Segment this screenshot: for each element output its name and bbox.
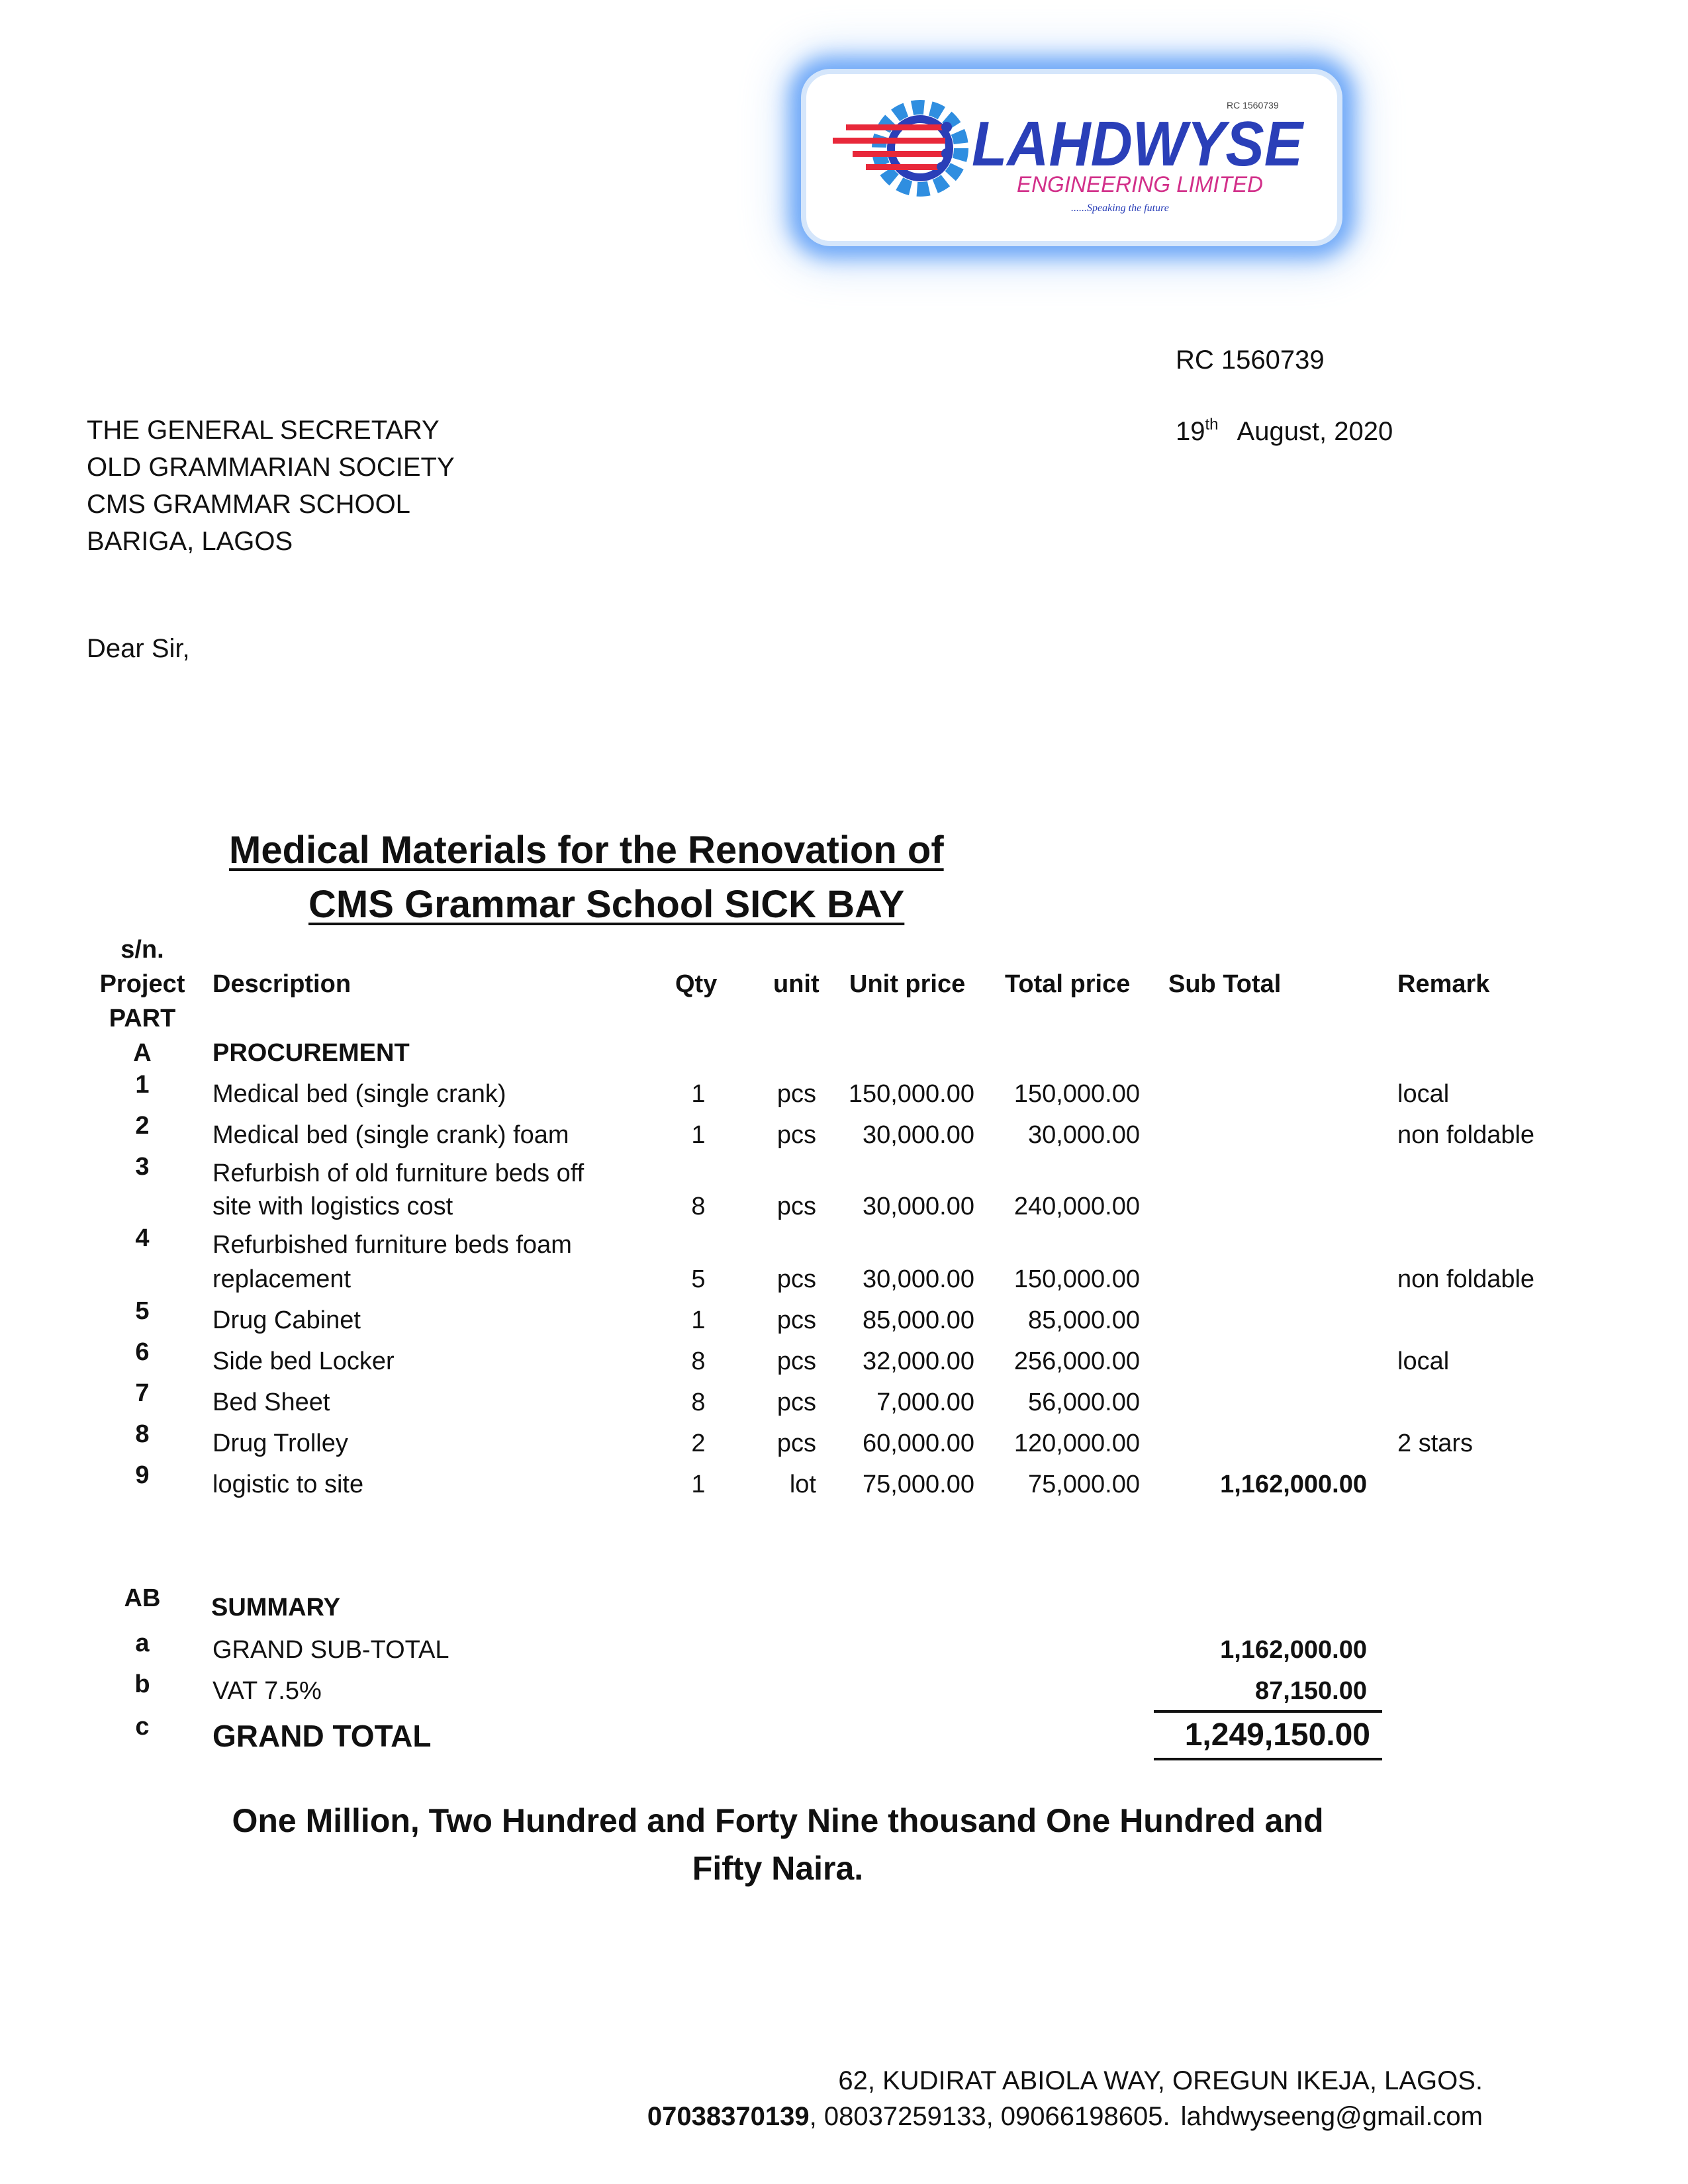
grand-total-label: GRAND TOTAL <box>212 1719 432 1753</box>
row-total: 240,000.00 <box>1013 1193 1140 1220</box>
footer-email: lahdwyseeng@gmail.com <box>1180 2102 1483 2131</box>
salutation: Dear Sir, <box>87 634 190 663</box>
rc-number: RC 1560739 <box>1176 345 1325 375</box>
date-suffix: th <box>1205 416 1219 433</box>
document-title-line-2: CMS Grammar School SICK BAY <box>308 883 905 926</box>
row-unit: pcs <box>776 1430 816 1457</box>
footer-phone-primary: 07038370139 <box>647 2102 810 2131</box>
header-unit: unit <box>773 970 820 998</box>
row-total: 30,000.00 <box>1027 1121 1140 1149</box>
row-unit-price: 85,000.00 <box>862 1306 974 1334</box>
row-unit-price: 30,000.00 <box>862 1121 974 1149</box>
row-sn: 3 <box>135 1153 150 1181</box>
addressee-line-3: CMS GRAMMAR SCHOOL <box>87 490 410 519</box>
amount-in-words-line-1: One Million, Two Hundred and Forty Nine thousand One Hundred and <box>232 1802 1324 1839</box>
vat-label: VAT 7.5% <box>212 1677 322 1705</box>
row-unit: pcs <box>776 1265 816 1293</box>
row-remark: local <box>1397 1080 1450 1108</box>
grand-subtotal-value: 1,162,000.00 <box>1220 1636 1367 1664</box>
row-description-line-2: site with logistics cost <box>212 1193 453 1220</box>
amount-in-words-line-2: Fifty Naira. <box>692 1850 864 1887</box>
date-month-year: August, 2020 <box>1237 417 1393 446</box>
document-title-line-1: Medical Materials for the Renovation of <box>229 829 944 872</box>
row-remark: local <box>1397 1347 1450 1375</box>
row-sn: 2 <box>135 1112 150 1140</box>
addressee-line-1: THE GENERAL SECRETARY <box>87 416 440 445</box>
grand-subtotal-label: GRAND SUB-TOTAL <box>212 1636 449 1664</box>
logo-tagline-text: ......Speaking the future <box>1071 203 1169 214</box>
row-unit: pcs <box>776 1347 816 1375</box>
row-description: Refurbished furniture beds foam <box>212 1231 572 1259</box>
row-unit-price: 30,000.00 <box>862 1265 974 1293</box>
addressee-line-4: BARIGA, LAGOS <box>87 527 293 556</box>
section-a-label: PROCUREMENT <box>212 1039 410 1067</box>
footer-contacts <box>463 2103 1483 2130</box>
row-unit: pcs <box>776 1388 816 1416</box>
row-remark: non foldable <box>1397 1121 1535 1149</box>
row-description: Side bed Locker <box>212 1347 395 1375</box>
logo-subtitle-text: ENGINEERING LIMITED <box>1017 172 1263 197</box>
row-total: 85,000.00 <box>1027 1306 1140 1334</box>
row-sn: 1 <box>135 1071 150 1099</box>
addressee-line-2: OLD GRAMMARIAN SOCIETY <box>87 453 455 482</box>
row-qty: 1 <box>691 1306 706 1334</box>
row-total: 150,000.00 <box>1013 1080 1140 1108</box>
header-sn: s/n. <box>120 936 164 964</box>
row-description-line-2: replacement <box>212 1265 352 1293</box>
row-unit-price: 30,000.00 <box>862 1193 974 1220</box>
vat-underline <box>1154 1710 1382 1713</box>
header-unit-price: Unit price <box>849 970 966 998</box>
row-sn: 9 <box>135 1461 150 1489</box>
gear-icon <box>879 107 961 189</box>
row-qty: 8 <box>691 1347 706 1375</box>
row-description: Drug Trolley <box>212 1430 348 1457</box>
grand-total-value: 1,249,150.00 <box>1184 1717 1370 1752</box>
vat-value: 87,150.00 <box>1254 1677 1367 1705</box>
row-description: Bed Sheet <box>212 1388 330 1416</box>
row-remark: 2 stars <box>1397 1430 1474 1457</box>
row-total: 75,000.00 <box>1027 1471 1140 1498</box>
row-sn: 5 <box>135 1297 150 1325</box>
grand-total-underline <box>1154 1758 1382 1760</box>
row-qty: 8 <box>691 1193 706 1220</box>
summary-c-code: c <box>135 1713 150 1741</box>
header-qty: Qty <box>675 970 718 998</box>
summary-a-code: a <box>135 1629 150 1657</box>
row-description: Medical bed (single crank) <box>212 1080 506 1108</box>
row-qty: 5 <box>691 1265 706 1293</box>
row-sn: 6 <box>135 1338 150 1366</box>
row-unit: pcs <box>776 1306 816 1334</box>
header-project: Project <box>99 970 185 998</box>
footer-phones-other: , 08037259133, 09066198605. <box>809 2102 1170 2131</box>
row-sn: 7 <box>135 1379 150 1407</box>
row-unit-price: 32,000.00 <box>862 1347 974 1375</box>
footer-address: 62, KUDIRAT ABIOLA WAY, OREGUN IKEJA, LAGOS. <box>838 2066 1483 2095</box>
row-unit: pcs <box>776 1121 816 1149</box>
summary-label: SUMMARY <box>211 1594 340 1621</box>
row-total: 120,000.00 <box>1013 1430 1140 1457</box>
logo-rc-text: RC 1560739 <box>1227 100 1279 111</box>
company-logo <box>801 69 1342 246</box>
row-unit-price: 150,000.00 <box>848 1080 974 1108</box>
row-description: logistic to site <box>212 1471 364 1498</box>
row-total: 150,000.00 <box>1013 1265 1140 1293</box>
row-qty: 1 <box>691 1121 706 1149</box>
row-description: Medical bed (single crank) foam <box>212 1121 569 1149</box>
row-total: 56,000.00 <box>1027 1388 1140 1416</box>
header-total-price: Total price <box>1005 970 1131 998</box>
row-remark: non foldable <box>1397 1265 1535 1293</box>
logo-name-text: LAHDWYSE <box>972 109 1305 179</box>
row-qty: 1 <box>691 1080 706 1108</box>
header-part: PART <box>109 1005 176 1032</box>
row-unit-price: 75,000.00 <box>862 1471 974 1498</box>
row-qty: 2 <box>691 1430 706 1457</box>
header-sub-total: Sub Total <box>1168 970 1282 998</box>
row-qty: 1 <box>691 1471 706 1498</box>
summary-b-code: b <box>134 1670 150 1698</box>
section-a-code: A <box>133 1039 152 1067</box>
header-description: Description <box>212 970 352 998</box>
row-sn: 4 <box>135 1224 150 1252</box>
row-unit: pcs <box>776 1080 816 1108</box>
row-unit: lot <box>789 1471 816 1498</box>
header-remark: Remark <box>1397 970 1490 998</box>
row-unit-price: 7,000.00 <box>876 1388 974 1416</box>
row-sub-total: 1,162,000.00 <box>1220 1471 1367 1498</box>
row-qty: 8 <box>691 1388 706 1416</box>
row-total: 256,000.00 <box>1013 1347 1140 1375</box>
summary-code: AB <box>124 1584 161 1612</box>
row-unit: pcs <box>776 1193 816 1220</box>
row-unit-price: 60,000.00 <box>862 1430 974 1457</box>
letter-date <box>1176 417 1393 445</box>
logo-graphic <box>806 74 1337 241</box>
row-description: Refurbish of old furniture beds off <box>212 1160 585 1187</box>
row-description: Drug Cabinet <box>212 1306 361 1334</box>
row-sn: 8 <box>135 1420 150 1448</box>
date-day: 19 <box>1176 417 1205 446</box>
